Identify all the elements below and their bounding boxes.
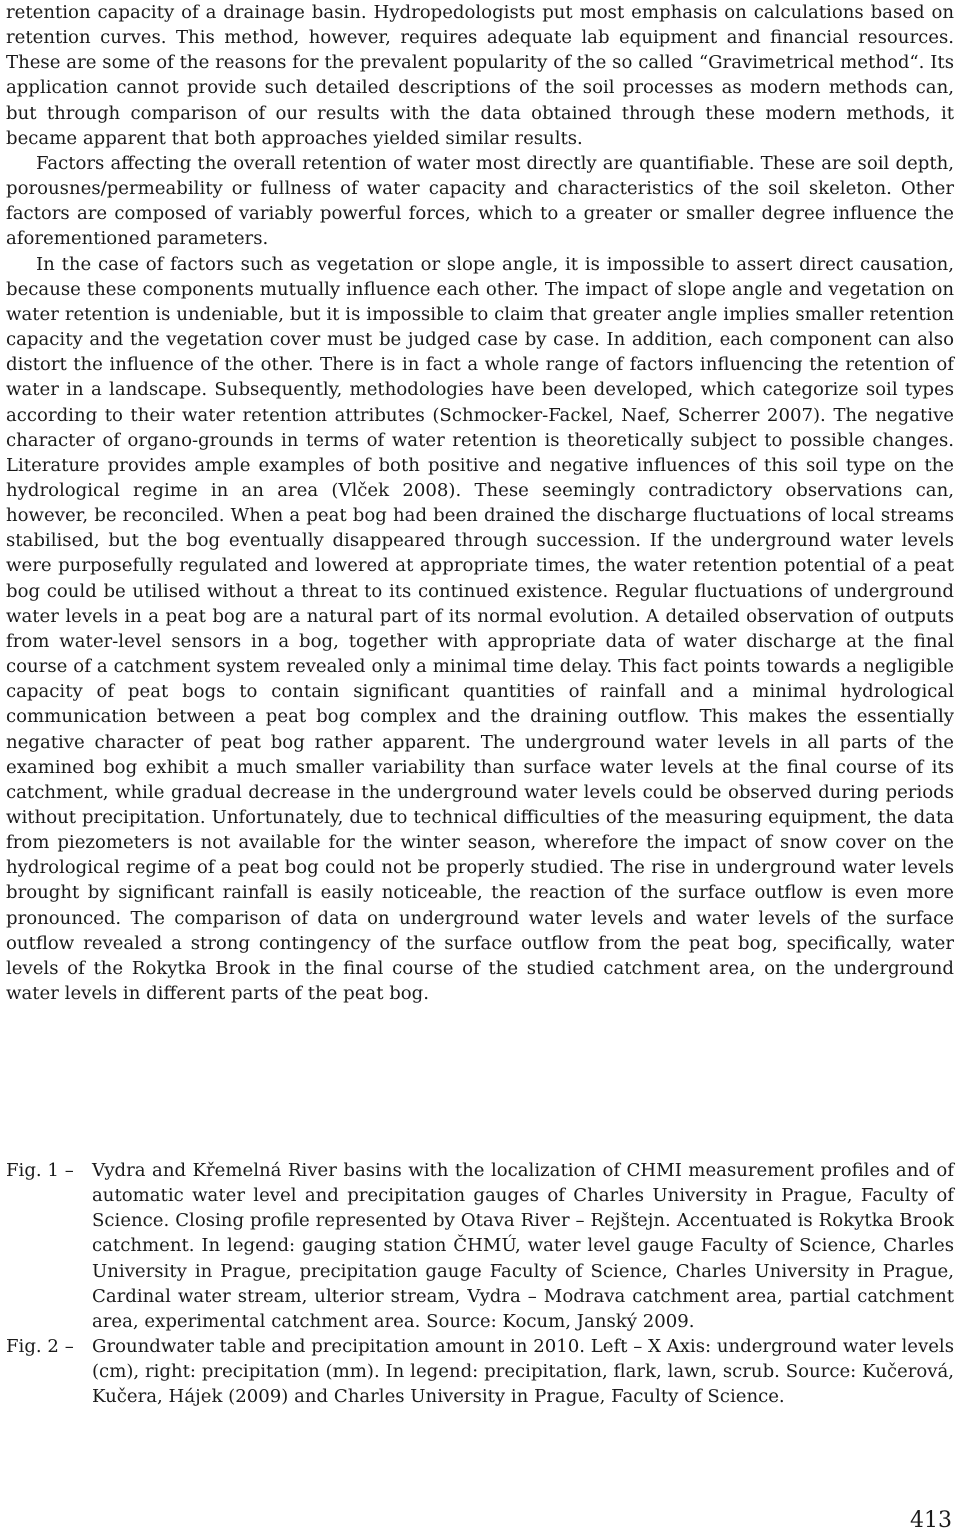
paragraph-2: Factors affecting the overall retention of water most directly are quantifiable. These are soil depth, porousnes/permeability or fullness of water capacity and characteristics of the soil skeleton. Other factors are composed of variably powerful forces, which to a greater or smaller degree influence the aforementioned parameters. xyxy=(6,152,954,250)
paragraph-3: In the case of factors such as vegetation or slope angle, it is impossible to assert direct causation, because these components mutually influence each other. The impact of slope angle and vegetation on water retention is undeniable, but it is impossible to claim that greater angle implies smaller retention capacity and the vegetation cover must be judged case by case. In addition, each component can also distort the influence of the other. There is in fact a whole range of factors influencing the retention of water in a landscape. Subsequently, methodologies have been developed, which categorize soil types according to their water retention attributes (Schmocker-Fackel, Naef, Scherrer 2007). The negative character of organo-grounds in terms of water retention is theoretically subject to possible changes. Literature provides ample examples of both positive and negative influences of this soil type on the hydrological regime in an area (Vlček 2008). These seemingly contradictory observations can, however, be reconciled. When a peat bog had been drained the discharge fluctuations of local streams stabilised, but the bog eventually disappeared through succession. If the underground water levels were purposefully regulated and lowered at appropriate times, the water retention potential of a peat bog could be utilised without a threat to its continued existence. Regular fluctuations of underground water levels in a peat bog are a natural part of its normal evolution. A detailed observation of outputs from water-level sensors in a bog, together with appropriate data of water discharge at the final course of a catchment system revealed only a minimal time delay. This fact points towards a negligible capacity of peat bogs to contain significant quantities of rainfall and a minimal hydrological communication between a peat bog complex and the draining outflow. This makes the essentially negative character of peat bog rather apparent. The underground water levels in all parts of the examined bog exhibit a much smaller variability than surface water levels at the final course of its catchment, while gradual decrease in the underground water levels could be observed during periods without precipitation. Unfortunately, due to technical difficulties of the measuring equipment, the data from piezometers is not available for the winter season, wherefore the impact of snow cover on the hydrological regime of a peat bog could not be properly studied. The rise in underground water levels brought by significant rainfall is easily noticeable, the reaction of the surface outflow is even more pronounced. The comparison of data on underground water levels and water levels of the surface outflow revealed a strong contingency of the surface outflow from the peat bog, specifically, water levels of the Rokytka Brook in the final course of the studied catchment area, on the underground water levels in different parts of the peat bog. xyxy=(6,253,954,1005)
figure-label: Fig. 1 – xyxy=(6,1160,74,1181)
body-text xyxy=(6,0,954,1006)
page xyxy=(6,0,954,1006)
figure-caption-1 xyxy=(6,1158,954,1334)
figure-label: Fig. 2 – xyxy=(6,1336,74,1358)
paragraph-1: retention capacity of a drainage basin. Hydropedologists put most emphasis on calculations based on retention curves. This method, however, requires adequate lab equipment and financial resources. These are some of the reasons for the prevalent popularity of the so called “Gravimetrical method“. Its application cannot provide such detailed descriptions of the soil processes as modern methods can, but through comparison of our results with the data obtained through these modern methods, it became apparent that both approaches yielded similar results. xyxy=(6,2,954,149)
page-number: 413 xyxy=(910,1508,952,1533)
figure-captions xyxy=(6,1158,954,1410)
figure-caption-text: Groundwater table and precipitation amount in 2010. Left – X Axis: underground water levels (cm), right: precipitation (mm). In legend: precipitation, flark, lawn, scrub. Source: Kučerová, Kučera, Hájek (2009) and Charles University in Prague, Faculty of Science. xyxy=(92,1336,954,1408)
figure-caption-2 xyxy=(6,1334,954,1409)
figure-caption-text: Vydra and Křemelná River basins with the localization of CHMI measurement profiles and of automatic water level and precipitation gauges of Charles University in Prague, Faculty of Science. Closing profile represented by Otava River – Rejštejn. Accentuated is Rokytka Brook catchment. In legend: gauging station ČHMÚ, water level gauge Faculty of Science, Charles University in Prague, precipitation gauge Faculty of Science, Charles University in Prague, Cardinal water stream, ulterior stream, Vydra – Modrava catchment area, partial catchment area, experimental catchment area. Source: Kocum, Janský 2009. xyxy=(92,1160,954,1332)
